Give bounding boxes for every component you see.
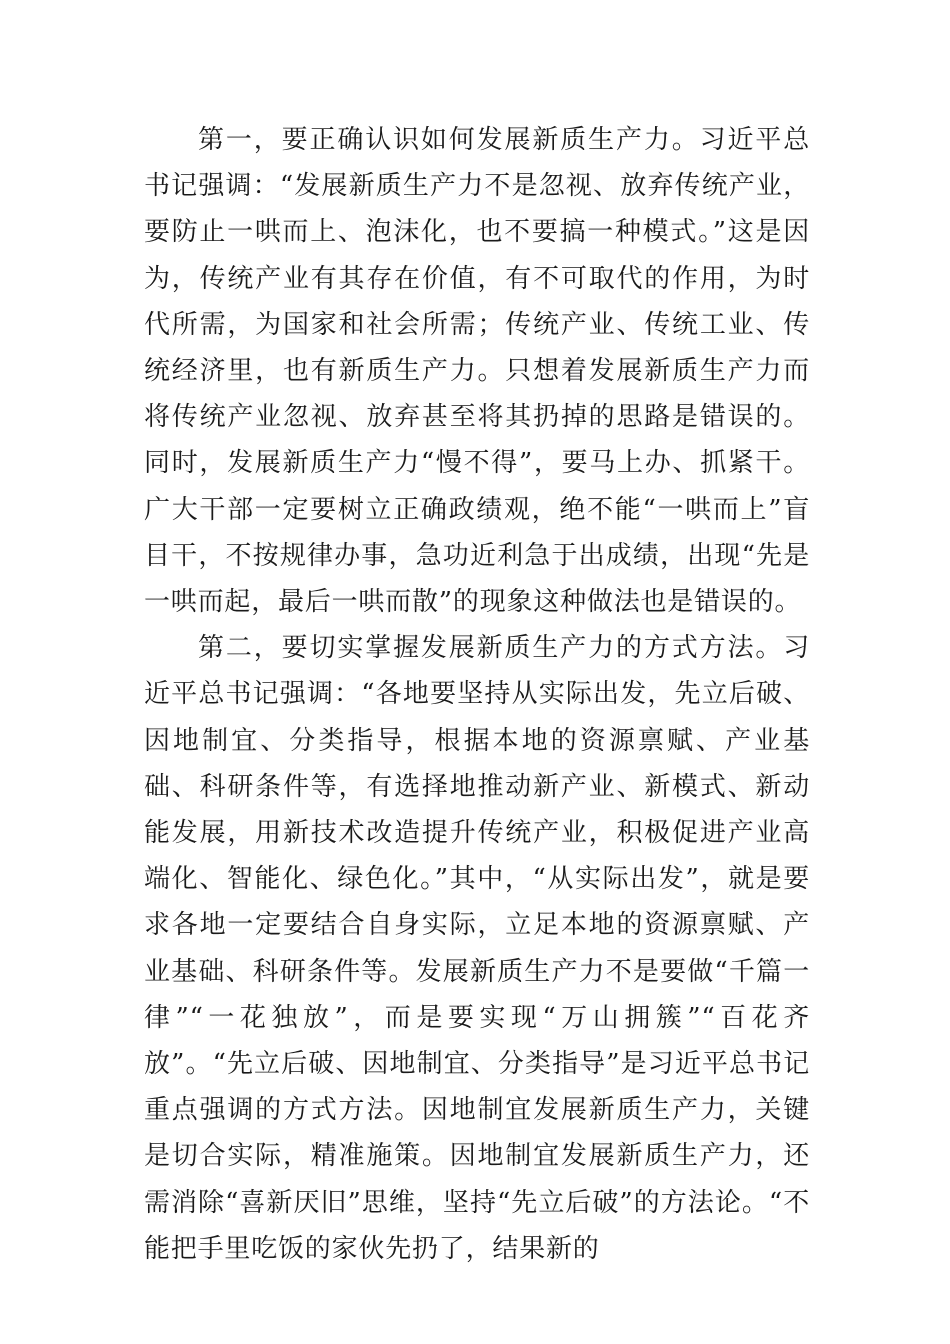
paragraph-first: 第一，要正确认识如何发展新质生产力。习近平总书记强调：“发展新质生产力不是忽视、放弃传统产业，要防止一哄而上、泡沫化，也不要搞一种模式。”这是因为，传统产业有其存在价值，有不可取代的作用，为时代所需，为国家和社会所需；传统产业、传统工业、传统经济里，也有新质生产力。只想着发展新质生产力而将传统产业忽视、放弃甚至将其扔掉的思路是错误的。同时，发展新质生产力“慢不得”，要马上办、抓紧干。广大干部一定要树立正确政绩观，绝不能“一哄而上”盲目干，不按规律办事，急功近利急于出成绩，出现“先是一哄而起，最后一哄而散”的现象这种做法也是错误的。 <box>144 125 810 618</box>
paragraph-second: 第二，要切实掌握发展新质生产力的方式方法。习近平总书记强调：“各地要坚持从实际出发，先立后破、因地制宜、分类指导，根据本地的资源禀赋、产业基础、科研条件等，有选择地推动新产业、新模式、新动能发展，用新技术改造提升传统产业，积极促进产业高端化、智能化、绿色化。”其中，“从实际出发”，就是要求各地一定要结合自身实际，立足本地的资源禀赋、产业基础、科研条件等。发展新质生产力不是要做“千篇一律”“一花独放”，而是要实现“万山拥簇”“百花齐放”。“先立后破、因地制宜、分类指导”是习近平总书记重点强调的方式方法。因地制宜发展新质生产力，关键是切合实际，精准施策。因地制宜发展新质生产力，还需消除“喜新厌旧”思维，坚持“先立后破”的方法论。“不能把手里吃饭的家伙先扔了，结果新的 <box>144 633 810 1264</box>
document-body <box>144 117 810 1272</box>
